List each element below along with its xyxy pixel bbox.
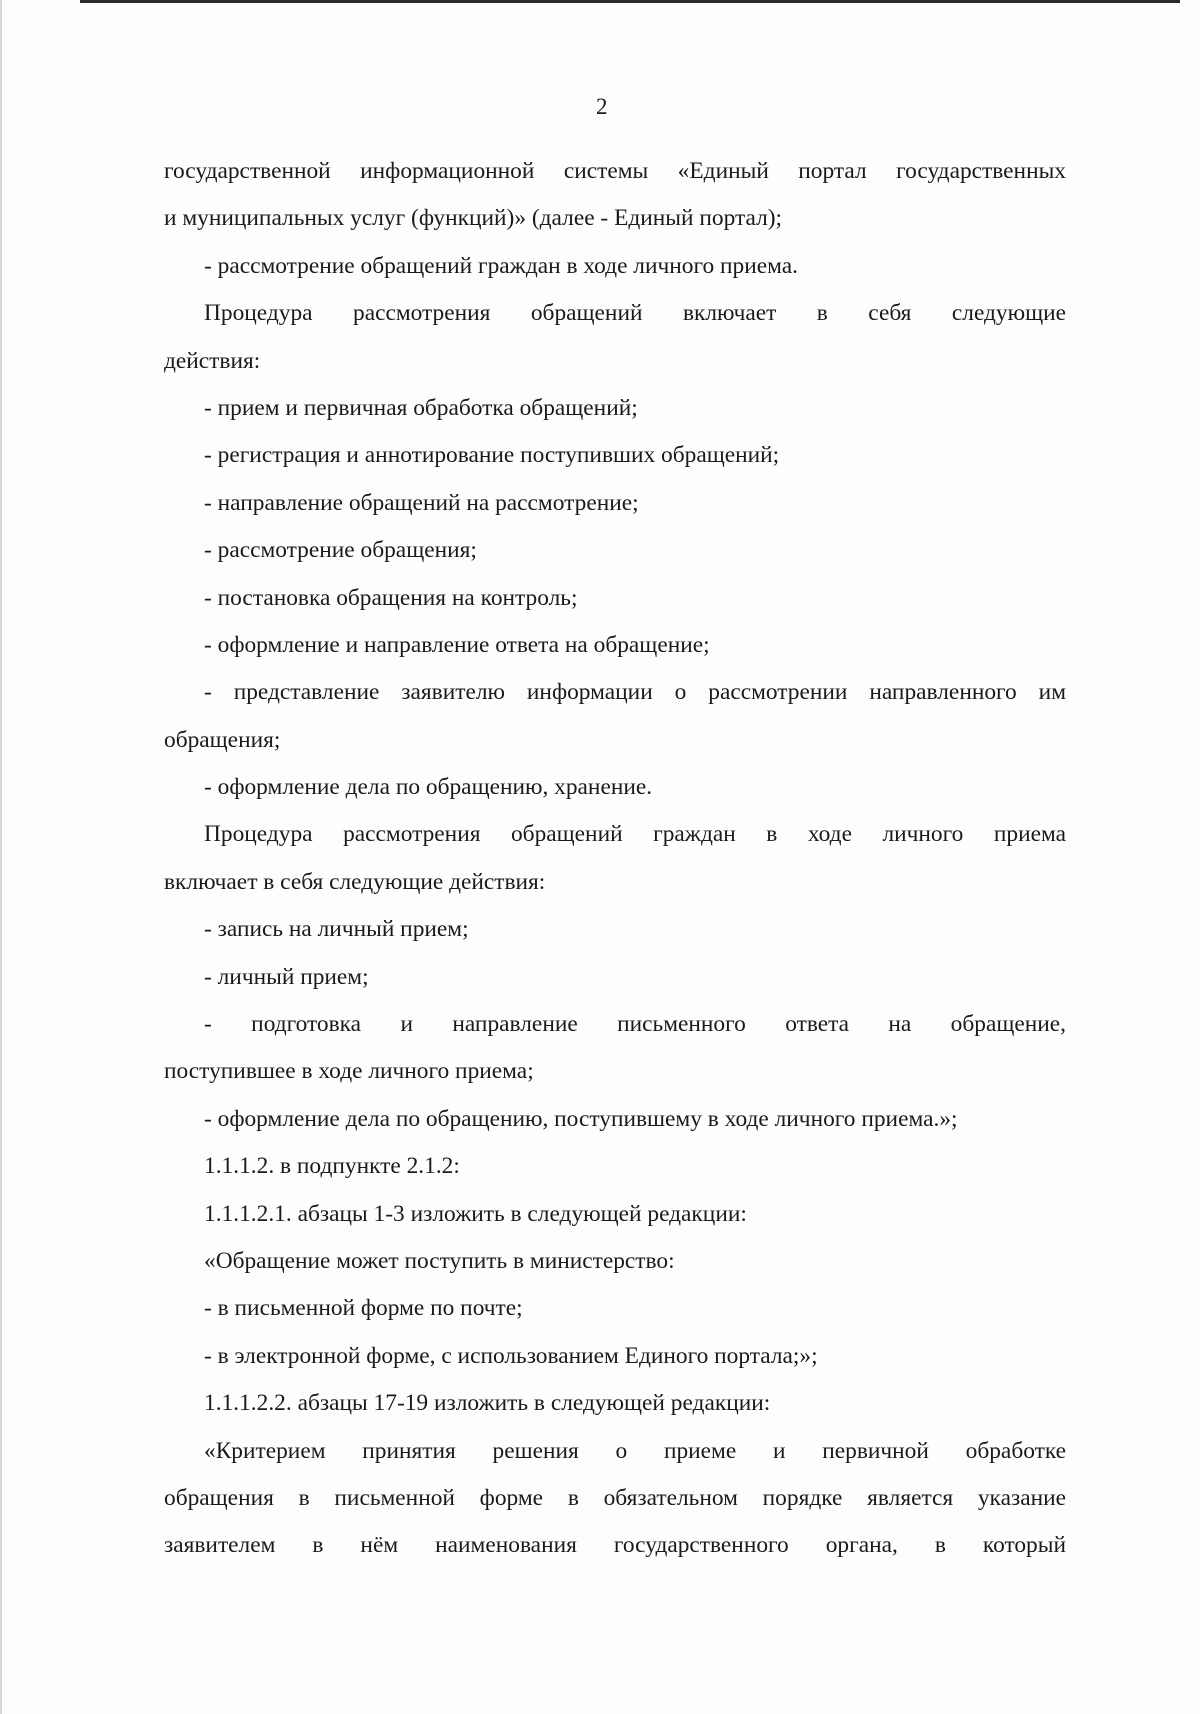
text-line: поступившее в ходе личного приема; [164, 1058, 534, 1085]
document-body [164, 148, 1066, 1570]
text-line: обращения в письменной форме в обязательном порядке является указание [164, 1484, 1066, 1511]
text-line: - рассмотрение обращения; [204, 537, 477, 564]
text-line: обращения; [164, 726, 281, 753]
text-line: - в электронной форме, с использованием Единого портала;»; [204, 1342, 818, 1369]
text-line: действия: [164, 347, 261, 374]
text-line: - представление заявителю информации о рассмотрении направленного им [204, 679, 1066, 706]
text-line: - запись на личный прием; [204, 916, 469, 943]
text-line: - подготовка и направление письменного ответа на обращение, [204, 1011, 1066, 1038]
text-line: - в письменной форме по почте; [204, 1295, 523, 1322]
scan-top-border [80, 0, 1180, 3]
text-line: - направление обращений на рассмотрение; [204, 489, 639, 516]
text-line: Процедура рассмотрения обращений граждан в ходе личного приема [204, 821, 1066, 848]
text-line: 1.1.1.2.1. абзацы 1-3 изложить в следующей редакции: [204, 1200, 747, 1227]
scan-left-edge [0, 0, 2, 1714]
text-line: - оформление и направление ответа на обращение; [204, 631, 710, 658]
text-line: - рассмотрение обращений граждан в ходе личного приема. [204, 252, 799, 279]
text-line: государственной информационной системы «Единый портал государственных [164, 158, 1066, 184]
text-line: - прием и первичная обработка обращений; [204, 394, 638, 421]
text-line: - личный прием; [204, 963, 369, 990]
text-line: 1.1.1.2.2. абзацы 17-19 изложить в следующей редакции: [204, 1390, 771, 1417]
text-line: включает в себя следующие действия: [164, 868, 546, 895]
text-line: - постановка обращения на контроль; [204, 584, 578, 611]
text-line: - оформление дела по обращению, поступившему в ходе личного приема.»; [204, 1105, 958, 1132]
page-number: 2 [596, 94, 608, 119]
text-line: заявителем в нём наименования государственного органа, в который [164, 1532, 1066, 1559]
text-line: - регистрация и аннотирование поступивших обращений; [204, 442, 780, 469]
text-line: «Обращение может поступить в министерство: [204, 1247, 675, 1274]
text-line: «Критерием принятия решения о приеме и первичной обработке [204, 1437, 1066, 1464]
text-line: и муниципальных услуг (функций)» (далее - Единый портал); [164, 205, 783, 232]
text-line: 1.1.1.2. в подпункте 2.1.2: [204, 1153, 460, 1180]
text-line: Процедура рассмотрения обращений включает в себя следующие [204, 300, 1066, 327]
text-line: - оформление дела по обращению, хранение. [204, 774, 653, 801]
